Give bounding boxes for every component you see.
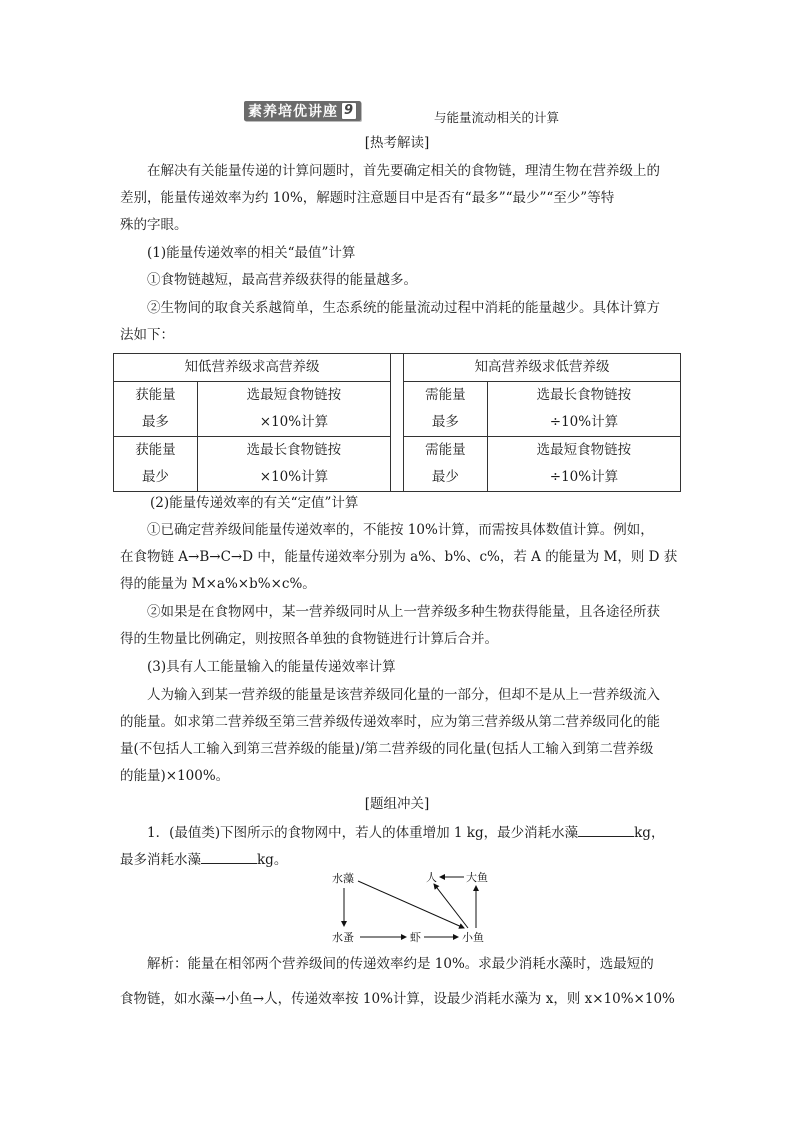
sub2-heading: (2)能量传递效率的有关“定值”计算 [150,495,359,511]
sub3-line-1: 人为输入到某一营养级的能量是该营养级同化量的一部分，但却不是从上一营养级流入 [147,687,660,703]
sub3-line-2: 的能量。如求第二营养级至第三营养级传递效率时，应为第三营养级从第二营养级同化的能 [120,714,660,730]
sub1-heading: (1)能量传递效率的相关“最值”计算 [147,245,356,261]
sub3-line-3: 量(不包括人工输入到第三营养级的能量)/第二营养级的同化量(包括人工输入到第二营养级 [120,741,654,757]
sub3-line-4: 的能量)×100%。 [120,768,230,784]
answer-blank-max[interactable] [201,850,257,864]
sub2-point-1-line-1: ①已确定营养级间能量传递效率的，不能按 10%计算，而需按具体数值计算。例如， [147,522,654,538]
table-cell: 选最长食物链按 ×10%计算 [197,437,390,492]
table-cell: 获能量 最少 [114,437,198,492]
table-cell: 需能量 最多 [403,382,487,437]
intro-line-2: 差别，能量传递效率为约 10%，解题时注意题目中是否有“最多”“最少”“至少”等特 [120,190,615,206]
sub2-point-2-line-2: 得的生物量比例确定，则按照各单独的食物链进行计算后合并。 [120,631,498,647]
table-left-header: 知低营养级求高营养级 [114,354,391,382]
edge-smallfish-to-human [434,884,468,928]
lecture-badge-label [244,101,361,121]
section-practice-heading: [题组冲关] [364,796,430,812]
node-xiaoyu: 小鱼 [462,931,484,944]
analysis-line-2: 食物链，如水藻→小鱼→人，传递效率按 10%计算，设最少消耗水藻为 x，则 x×10%×10% [120,991,675,1007]
node-shuizao-flea: 水蚤 [332,931,354,944]
food-web-diagram [330,866,500,946]
badge-number: 9 [341,102,357,120]
energy-calculation-table [113,353,681,492]
sub2-point-1-line-3: 得的能量为 M×a%×b%×c%。 [120,576,316,592]
node-shuizao: 水藻 [332,872,354,885]
table-cell: 需能量 最少 [403,437,487,492]
sub1-point-2-line-1: ②生物间的取食关系越简单，生态系统的能量流动过程中消耗的能量越少。具体计算方 [147,300,660,316]
table-cell: 选最短食物链按 ÷10%计算 [487,437,680,492]
question-1-line-2: 最多消耗水藻 kg。 [120,852,288,868]
node-dayu: 大鱼 [466,871,488,884]
node-ren: 人 [426,871,437,884]
table-gap [390,354,403,492]
sub1-point-2-line-2: 法如下： [120,327,174,343]
sub2-point-1-line-2: 在食物链 A→B→C→D 中，能量传递效率分别为 a%、b%、c%，若 A 的能量为 M，则 D 获 [120,549,678,565]
sub3-heading: (3)具有人工能量输入的能量传递效率计算 [147,659,396,675]
badge-text: 素养培优讲座 [248,104,338,120]
edge-shuizao-to-smallfish [358,881,464,928]
intro-line-3: 殊的字眼。 [120,217,188,233]
table-header-row [114,354,681,382]
lecture-badge [244,100,361,122]
table-cell: 获能量 最多 [114,382,198,437]
sub1-point-1: ①食物链越短，最高营养级获得的能量越多。 [147,272,417,288]
section-hot-heading: [热考解读] [364,135,430,151]
sub2-point-2-line-1: ②如果是在食物网中，某一营养级同时从上一营养级多种生物获得能量，且各途径所获 [147,604,660,620]
table-cell: 选最短食物链按 ×10%计算 [197,382,390,437]
table-right-header: 知高营养级求低营养级 [403,354,680,382]
node-xia: 虾 [410,931,421,944]
intro-line-1: 在解决有关能量传递的计算问题时，首先要确定相关的食物链，理清生物在营养级上的 [147,163,660,179]
question-1-line-1: 1．(最值类)下图所示的食物网中，若人的体重增加 1 kg，最少消耗水藻 kg， [147,825,665,841]
analysis-line-1: 解析：能量在相邻两个营养级间的传递效率约是 10%。求最少消耗水藻时，选最短的 [147,956,654,972]
table-cell: 选最长食物链按 ÷10%计算 [487,382,680,437]
answer-blank-min[interactable] [578,823,634,837]
page-title: 与能量流动相关的计算 [434,110,560,125]
